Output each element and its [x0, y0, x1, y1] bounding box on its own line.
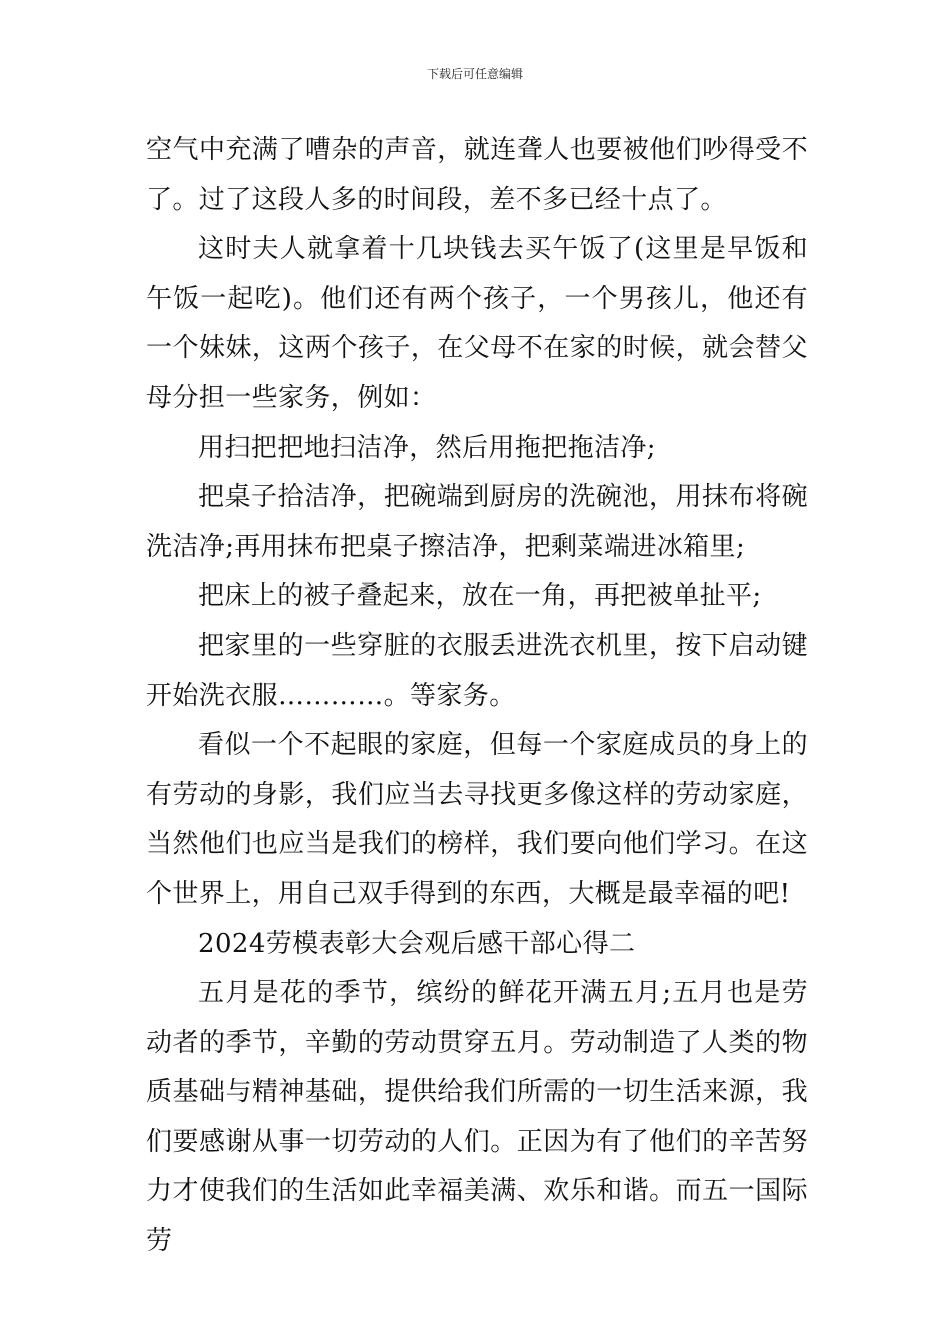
- page-header-note: 下载后可任意编辑: [426, 67, 523, 81]
- section-heading: 2024劳模表彰大会观后感干部心得二: [198, 928, 636, 959]
- paragraph-7: 看似一个不起眼的家庭，但每一个家庭成员的身上的有劳动的身影，我们应当去寻找更多像这样的劳动家庭，当然他们也应当是我们的榜样，我们要向他们学习。在这个世界上，用自己双手得到的东西，大概是最幸福的吧!: [146, 730, 808, 909]
- paragraph-6: 把家里的一些穿脏的衣服丢进洗衣机里，按下启动键开始洗衣服…………。等家务。: [146, 630, 808, 711]
- paragraph-5: 把床上的被子叠起来，放在一角，再把被单扯平;: [198, 581, 762, 612]
- paragraph-4: 把桌子拾洁净，把碗端到厨房的洗碗池，用抹布将碗洗洁净;再用抹布把桌子擦洁净，把剩菜端进冰箱里;: [146, 482, 808, 562]
- paragraph-2: 这时夫人就拿着十几块钱去买午饭了(这里是早饭和午饭一起吃)。他们还有两个孩子，一个男孩儿，他还有一个妹妹，这两个孩子，在父母不在家的时候，就会替父母分担一些家务，例如：: [146, 234, 808, 413]
- paragraph-3: 用扫把把地扫洁净，然后用拖把拖洁净;: [198, 432, 656, 463]
- document-body: [146, 126, 808, 1267]
- paragraph-8: 五月是花的季节，缤纷的鲜花开满五月;五月也是劳动者的季节，辛勤的劳动贯穿五月。劳动制造了人类的物质基础与精神基础，提供给我们所需的一切生活来源，我们要感谢从事一切劳动的人们。正因为有了他们的辛苦努力才使我们的生活如此幸福美满、欢乐和谐。而五一国际劳: [146, 978, 808, 1257]
- paragraph-1: 空气中充满了嘈杂的声音，就连聋人也要被他们吵得受不了。过了这段人多的时间段，差不多已经十点了。: [146, 135, 808, 215]
